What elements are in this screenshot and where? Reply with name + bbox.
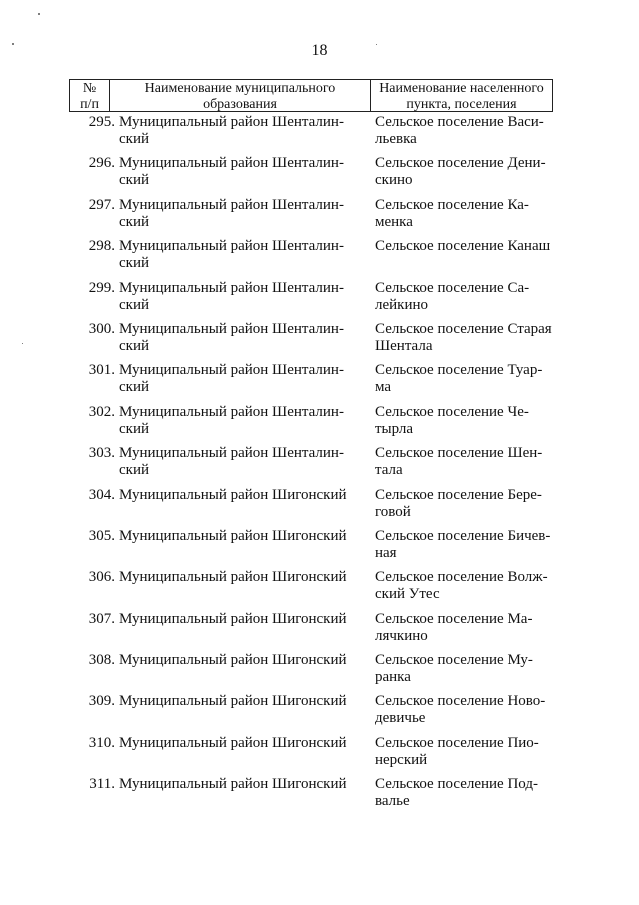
settlement-name-line: ранка [375,669,411,686]
municipality-name-line: ский [119,462,149,479]
table-row [69,528,553,569]
settlement-name-line: Сельское поселение Ма- [375,610,533,627]
municipality-name [117,197,372,238]
settlement-name-line: Сельское поселение Пио- [375,734,539,751]
municipality-name-line: ский [119,213,149,230]
settlement-name [372,528,553,569]
municipality-name-line: Муниципальный район Шенталин- [119,403,344,420]
settlement-name-line: валье [375,793,410,810]
municipality-name [117,362,372,403]
scan-speck [12,43,14,45]
municipality-name-line: Муниципальный район Шигонский [119,693,347,710]
settlement-name [372,280,553,321]
row-number: 304. [88,486,115,503]
table-row [69,321,553,362]
municipality-name [117,735,372,776]
municipality-name-line: ский [119,172,149,189]
municipality-name-line: Муниципальный район Шигонский [119,610,347,627]
settlement-name [372,776,553,817]
municipality-name-line: Муниципальный район Шигонский [119,734,347,751]
municipality-name-line: Муниципальный район Шенталин- [119,238,344,255]
municipality-name [117,611,372,652]
municipality-name-line: Муниципальный район Шигонский [119,486,347,503]
row-number: 306. [88,569,115,586]
scan-speck [22,343,23,344]
settlement-name-line: Сельское поселение Васи- [375,114,544,130]
municipality-name [117,528,372,569]
municipality-name-line: Муниципальный район Шигонский [119,776,347,793]
settlement-name [372,611,553,652]
settlement-name-line: Сельское поселение Му- [375,652,533,669]
municipality-name [117,487,372,528]
settlement-name [372,735,553,776]
settlement-name-line: тырла [375,420,414,437]
row-number: 309. [88,693,115,710]
settlement-name-line: ский Утес [375,586,440,603]
row-number: 300. [88,320,115,337]
table-body [69,114,553,818]
settlement-name [372,155,553,196]
municipality-name [117,155,372,196]
municipality-name-line: Муниципальный район Шигонский [119,652,347,669]
municipality-name [117,238,372,279]
settlement-name [372,321,553,362]
municipality-name-line: ский [119,420,149,437]
settlement-name-line: Сельское поселение Бичев- [375,527,551,544]
municipality-name-line: Муниципальный район Шенталин- [119,155,344,172]
settlement-name-line: Сельское поселение Старая [375,320,552,337]
municipality-name [117,404,372,445]
settlement-name-line: лячкино [375,627,428,644]
table-row [69,362,553,403]
settlement-name [372,487,553,528]
row-number: 308. [88,652,115,669]
settlement-name [372,445,553,486]
municipality-name-line: Муниципальный район Шенталин- [119,362,344,379]
table-row [69,404,553,445]
settlement-name-line: нерский [375,751,428,768]
table-row [69,693,553,734]
municipality-name-line: Муниципальный район Шигонский [119,569,347,586]
settlement-name-line: Сельское поселение Че- [375,403,529,420]
settlement-name-line: лейкино [375,296,429,313]
municipality-name [117,776,372,817]
settlement-name-line: тала [375,462,403,479]
settlement-name-line: менка [375,213,413,230]
settlement-name-line: говой [375,503,411,520]
row-number: 295. [88,114,115,130]
municipality-name [117,321,372,362]
settlement-name-line: Сельское поселение Ново- [375,693,546,710]
row-number: 299. [88,279,115,296]
settlement-name-line: Шентала [375,337,433,354]
table-row [69,569,553,610]
settlement-name-line: девичье [375,710,426,727]
settlement-name [372,404,553,445]
table-row [69,280,553,321]
header-number [70,80,110,111]
page-number: 18 [311,42,328,59]
municipality-name [117,693,372,734]
settlement-name-line: Сельское поселение Са- [375,279,530,296]
settlement-name-line: льевка [375,131,417,147]
table-row [69,155,553,196]
table-row [69,776,553,817]
municipality-name-line: ский [119,337,149,354]
municipality-name-line: Муниципальный район Шенталин- [119,196,344,213]
municipality-name-line: Муниципальный район Шенталин- [119,279,344,296]
table-row [69,445,553,486]
table-row [69,652,553,693]
header-number-line2: п/п [80,97,99,112]
header-municipality-line2: образования [203,97,277,112]
settlement-name-line: Сельское поселение Туар- [375,362,543,379]
municipality-name-line: ский [119,255,149,272]
settlement-name-line: Сельское поселение Под- [375,776,538,793]
settlement-name-line: Сельское поселение Бере- [375,486,542,503]
settlement-name [372,693,553,734]
row-number: 301. [88,362,115,379]
municipality-name-line: Муниципальный район Шенталин- [119,320,344,337]
settlement-name-line: Сельское поселение Дени- [375,155,546,172]
settlement-name [372,362,553,403]
municipality-name-line: Муниципальный район Шенталин- [119,114,344,130]
municipality-name-line: ский [119,131,149,147]
row-number: 297. [88,196,115,213]
settlement-name-line: Сельское поселение Волж- [375,569,548,586]
row-number: 307. [88,610,115,627]
header-settlement [371,80,552,111]
table-row [69,611,553,652]
municipality-name [117,114,372,155]
row-number: 310. [88,734,115,751]
settlement-name [372,197,553,238]
municipality-name [117,569,372,610]
settlement-name [372,114,553,155]
settlement-name-line: ма [375,379,392,396]
header-municipality [110,80,371,111]
municipality-name [117,445,372,486]
row-number: 311. [89,776,115,793]
header-municipality-line1: Наименование муниципального [144,81,336,96]
settlement-name [372,238,553,279]
row-number: 296. [88,155,115,172]
row-number: 303. [88,445,115,462]
header-settlement-line1: Наименование населенного [379,81,544,96]
table-row [69,197,553,238]
settlement-name-line: ная [375,544,397,561]
municipality-name [117,280,372,321]
row-number: 305. [88,527,115,544]
row-number: 298. [88,238,115,255]
header-settlement-line2: пункта, поселения [406,97,517,112]
table-row [69,238,553,279]
scan-speck [38,13,40,15]
municipality-name [117,652,372,693]
header-number-line1: № [82,81,97,96]
table-row [69,114,553,155]
settlement-name [372,652,553,693]
settlement-name-line: скино [375,172,413,189]
settlement-name-line: Сельское поселение Ка- [375,196,529,213]
table-row [69,735,553,776]
table-row [69,487,553,528]
scan-speck [376,44,377,45]
settlement-name-line: Сельское поселение Шен- [375,445,543,462]
row-number: 302. [88,403,115,420]
municipality-name-line: Муниципальный район Шенталин- [119,445,344,462]
settlement-name-line: Сельское поселение Канаш [375,238,551,255]
table-header [69,79,553,112]
municipality-name-line: ский [119,379,149,396]
settlement-name [372,569,553,610]
municipality-name-line: ский [119,296,149,313]
municipality-name-line: Муниципальный район Шигонский [119,527,347,544]
